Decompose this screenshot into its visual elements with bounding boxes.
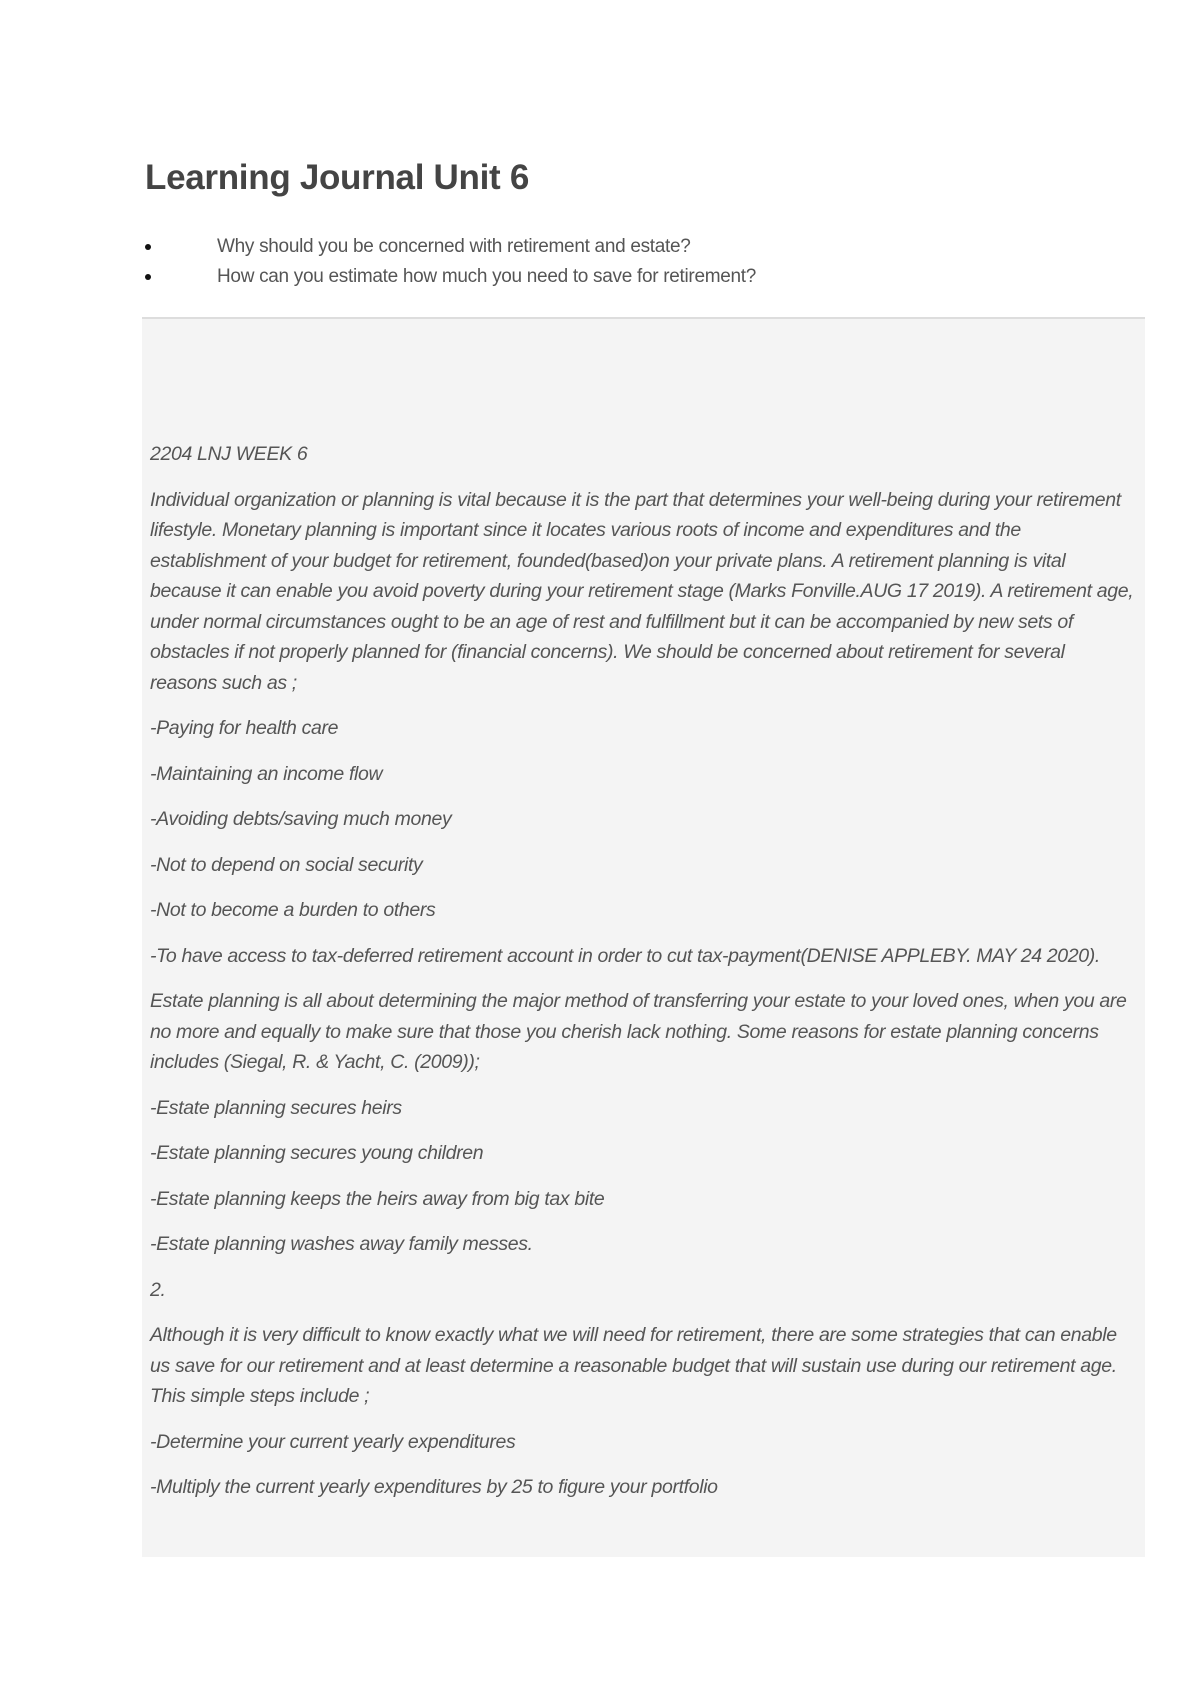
answer-paragraph: -Paying for health care [150,717,339,739]
answer-box [142,317,1145,1557]
answer-paragraph: Although it is very difficult to know exactly what we will need for retirement, there are some strategies that can enable us save for our retirement and at least determine a reasonable budget that will sustain use during our retirement age. This simple steps include ; [150,1324,1117,1407]
answer-paragraph: -Estate planning washes away family messes. [150,1233,533,1255]
question-list [145,232,756,292]
answer-heading: 2204 LNJ WEEK 6 [150,443,308,465]
answer-paragraph: -Estate planning keeps the heirs away from big tax bite [150,1187,605,1210]
bullet-icon [145,244,151,250]
answer-paragraph: -Avoiding debts/saving much money [150,808,452,830]
question-item [145,232,756,262]
answer-paragraph: -Estate planning secures heirs [150,1096,402,1119]
page-title: Learning Journal Unit 6 [145,158,529,197]
answer-paragraph: Estate planning is all about determining the major method of transferring your estate to your loved ones, when you are no more and equally to make sure that those you cherish lack nothing. Some reasons for estate planning concerns includes (Siegal, R. & Yacht, C. (2009)); [150,990,1127,1073]
answer-paragraph: -Not to become a burden to others [150,899,436,921]
answer-paragraph: -Determine your current yearly expenditures [150,1430,516,1453]
question-text: Why should you be concerned with retirement and estate? [217,236,691,257]
question-text: How can you estimate how much you need to save for retirement? [217,266,757,287]
answer-paragraph: -Maintaining an income flow [150,762,383,785]
answer-paragraph: 2. [150,1278,166,1301]
answer-paragraph: Individual organization or planning is vital because it is the part that determines your well-being during your retirement lifestyle. Monetary planning is important since it locates various roots of income and expenditures and the establishment of your budget for retirement, founded(based)on your private plans. A retirement planning is vital because it can enable you avoid poverty during your retirement stage (Marks Fonville.AUG 17 2019). A retirement age, under normal circumstances ought to be an age of rest and fulfillment but it can be accompanied by new sets of obstacles if not properly planned for (financial concerns). We should be concerned about retirement for several reasons such as ; [150,488,1134,694]
answer-paragraph: -Not to depend on social security [150,853,423,876]
bullet-icon [145,274,151,280]
question-item [145,262,756,292]
answer-paragraph: -To have access to tax-deferred retirement account in order to cut tax-payment(DENISE APPLEBY. MAY 24 2020). [150,944,1100,967]
answer-paragraph: -Multiply the current yearly expenditures by 25 to figure your portfolio [150,1476,718,1498]
answer-content [150,439,1135,1518]
answer-paragraph: -Estate planning secures young children [150,1142,484,1164]
